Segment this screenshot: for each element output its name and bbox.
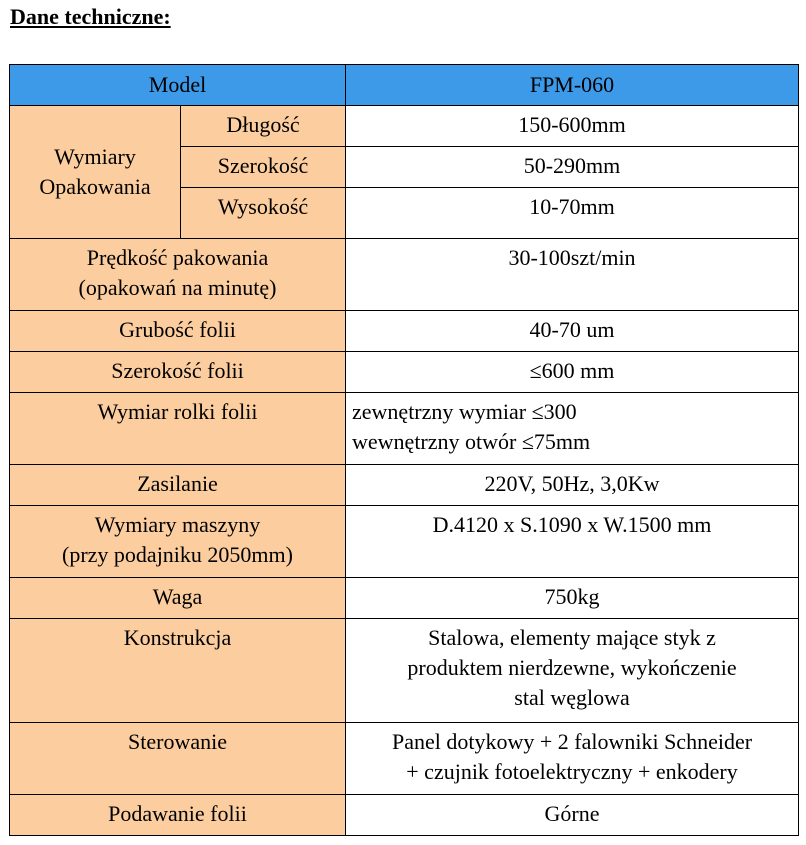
dimensions-group-label-line: Opakowania — [39, 174, 151, 199]
row-label — [10, 795, 346, 836]
row-value: 10-70mm — [346, 188, 799, 239]
row-label — [10, 239, 346, 311]
row-label-line: Podawanie folii — [108, 801, 247, 826]
row-label — [10, 465, 346, 506]
row-label — [10, 619, 346, 723]
row-label — [10, 578, 346, 619]
row-label: Szerokość — [181, 147, 346, 188]
row-label-line: Waga — [152, 584, 203, 609]
dimensions-group-label — [10, 106, 181, 239]
row-label-line: (przy podajniku 2050mm) — [62, 542, 293, 567]
table-row — [10, 619, 799, 723]
row-value — [346, 311, 799, 352]
spec-table — [9, 64, 799, 836]
row-value-line: Panel dotykowy + 2 falowniki Schneider — [391, 729, 753, 754]
row-value — [346, 619, 799, 723]
row-label-line: Wymiary maszyny — [94, 512, 261, 537]
row-value-line: Stalowa, elementy mające styk z — [428, 625, 716, 650]
row-value-line: Górne — [544, 801, 600, 826]
row-label — [10, 393, 346, 465]
row-label — [10, 352, 346, 393]
row-value-line: 30-100szt/min — [508, 245, 636, 270]
row-value-line: stal węglowa — [514, 685, 630, 710]
row-label — [10, 506, 346, 578]
row-label-line: Sterowanie — [128, 729, 227, 754]
row-value — [346, 352, 799, 393]
row-value-line: 750kg — [544, 584, 600, 609]
table-row — [10, 352, 799, 393]
row-value — [346, 239, 799, 311]
row-value-line: zewnętrzny wymiar ≤300 — [352, 399, 577, 424]
row-label-line: Szerokość folii — [111, 358, 244, 383]
row-value — [346, 795, 799, 836]
table-row — [10, 239, 799, 311]
row-value-line: wewnętrzny otwór ≤75mm — [352, 429, 591, 454]
header-value: FPM-060 — [346, 65, 799, 106]
row-label-line: Konstrukcja — [123, 625, 232, 650]
table-row — [10, 578, 799, 619]
row-value-line: D.4120 x S.1090 x W.1500 mm — [432, 512, 712, 537]
table-header-row — [10, 65, 799, 106]
header-label: Model — [10, 65, 346, 106]
row-label: Długość — [181, 106, 346, 147]
row-value — [346, 578, 799, 619]
row-value — [346, 465, 799, 506]
table-row — [10, 311, 799, 352]
row-label: Wysokość — [181, 188, 346, 239]
row-value-line: produktem nierdzewne, wykończenie — [407, 655, 737, 680]
table-row — [10, 723, 799, 795]
row-value — [346, 723, 799, 795]
dimensions-group-label-line: Wymiary — [54, 144, 136, 169]
row-label-line: Zasilanie — [137, 471, 218, 496]
table-row — [10, 506, 799, 578]
table-row — [10, 795, 799, 836]
row-value — [346, 393, 799, 465]
table-row — [10, 465, 799, 506]
row-value: 50-290mm — [346, 147, 799, 188]
row-label-line: (opakowań na minutę) — [78, 275, 277, 300]
row-value-line: + czujnik fotoelektryczny + enkodery — [406, 759, 738, 784]
row-label — [10, 311, 346, 352]
row-label-line: Grubość folii — [119, 317, 236, 342]
row-label-line: Wymiar rolki folii — [97, 399, 258, 424]
table-row — [10, 106, 799, 147]
row-label — [10, 723, 346, 795]
row-value-line: 40-70 um — [529, 317, 615, 342]
page-title: Dane techniczne: — [10, 4, 171, 29]
row-value: 150-600mm — [346, 106, 799, 147]
row-value-line: 220V, 50Hz, 3,0Kw — [484, 471, 660, 496]
row-value — [346, 506, 799, 578]
row-label-line: Prędkość pakowania — [86, 245, 269, 270]
table-row — [10, 393, 799, 465]
row-value-line: ≤600 mm — [529, 358, 615, 383]
